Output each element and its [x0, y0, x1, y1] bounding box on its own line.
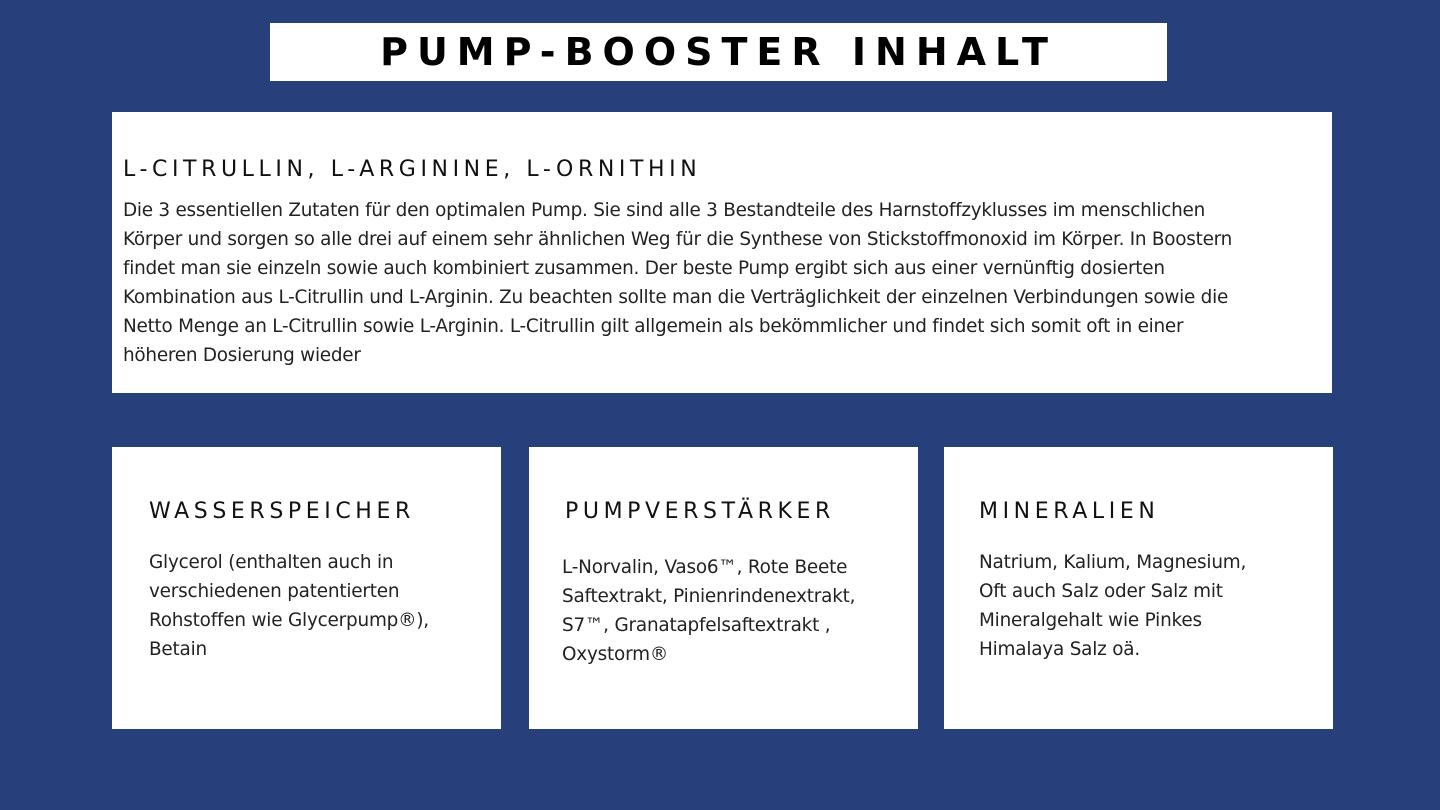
card-body-line: Oft auch Salz oder Salz mit	[979, 581, 1223, 602]
main-body-line: Kombination aus L-Citrullin und L-Arginin. Zu beachten sollte man die Verträglichkeit der einzelnen Verbindungen sowie die	[123, 287, 1229, 308]
card-body-line: verschiedenen patentierten	[149, 581, 400, 602]
main-card-body	[123, 196, 1322, 370]
card-heading-mineralien: MINERALIEN	[979, 499, 1160, 524]
card-body-pumpverstaerker	[562, 553, 855, 669]
main-body-line: Körper und sorgen so alle drei auf einem sehr ähnlichen Weg für die Synthese von Stickstoffmonoxid im Körper. In Boostern	[123, 229, 1233, 250]
card-body-line: Saftextrakt, Pinienrindenextrakt,	[562, 586, 856, 607]
card-body-line: Oxystorm®	[562, 644, 669, 665]
main-body-line: Die 3 essentiellen Zutaten für den optimalen Pump. Sie sind alle 3 Bestandteile des Harnstoffzyklusses im menschlichen	[123, 200, 1205, 221]
main-body-line: findet man sie einzeln sowie auch kombiniert zusammen. Der beste Pump ergibt sich aus einer vernünftig dosierten	[123, 258, 1165, 279]
card-heading-wasserspeicher: WASSERSPEICHER	[149, 499, 415, 524]
title-banner	[270, 23, 1167, 81]
card-body-mineralien	[979, 548, 1246, 664]
card-body-wasserspeicher	[149, 548, 429, 664]
card-heading-pumpverstaerker: PUMPVERSTÄRKER	[565, 499, 835, 524]
card-body-line: Rohstoffen wie Glycerpump®),	[149, 610, 429, 631]
card-body-line: L-Norvalin, Vaso6™, Rote Beete	[562, 557, 848, 578]
main-card-heading: L-CITRULLIN, L-ARGININE, L-ORNITHIN	[123, 157, 702, 182]
page-title: PUMP-BOOSTER INHALT	[380, 30, 1057, 74]
card-body-line: Natrium, Kalium, Magnesium,	[979, 552, 1247, 573]
main-info-card	[112, 112, 1332, 393]
main-body-line: Netto Menge an L-Citrullin sowie L-Arginin. L-Citrullin gilt allgemein als bekömmlicher und findet sich somit oft in einer	[123, 316, 1184, 337]
card-body-line: Mineralgehalt wie Pinkes	[979, 610, 1202, 631]
card-body-line: Glycerol (enthalten auch in	[149, 552, 394, 573]
main-body-line: höheren Dosierung wieder	[123, 345, 361, 366]
card-body-line: S7™, Granatapfelsaftextrakt ,	[562, 615, 831, 636]
card-body-line: Betain	[149, 639, 207, 660]
card-body-line: Himalaya Salz oä.	[979, 639, 1141, 660]
